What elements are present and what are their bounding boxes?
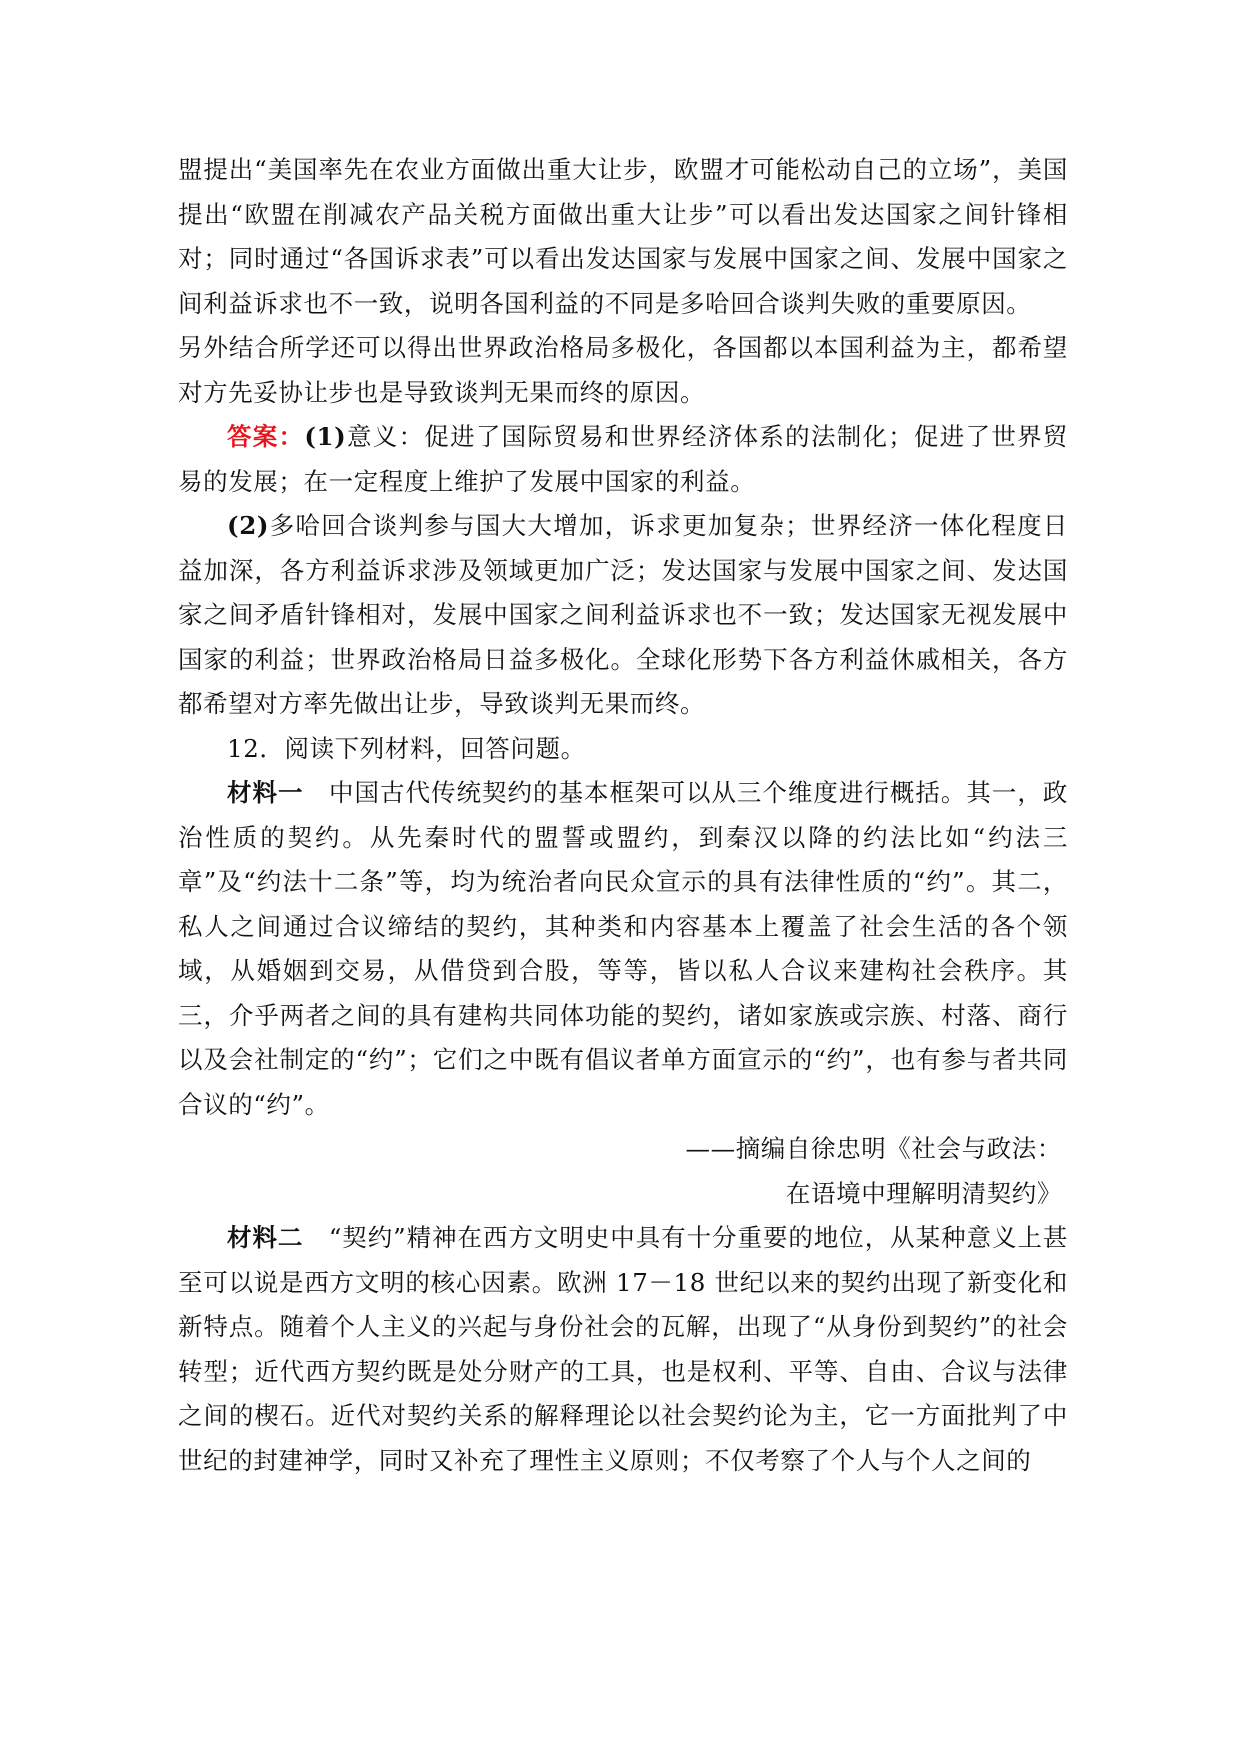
material-2-text: “契约”精神在西方文明史中具有十分重要的地位，从某种意义上甚至可以说是西方文明的核心因素。欧洲 17－18 世纪以来的契约出现了新变化和新特点。随着个人主义的兴起与身份社会的瓦解，出现了“从身份到契约”的社会转型；近代西方契约既是处分财产的工具，也是权利、平等、自由、合议与法律之间的楔石。近代对契约关系的解释理论以社会契约论为主，它一方面批判了中世纪的封建神学，同时又补充了理性主义原则；不仅考察了个人与个人之间的 [178,1223,1068,1475]
analysis-paragraph-2: 另外结合所学还可以得出世界政治格局多极化，各国都以本国利益为主，都希望对方先妥协让步也是导致谈判无果而终的原因。 [178,333,1068,407]
material-1-label: 材料一 [227,778,304,807]
material-2-paragraph [178,1216,1068,1483]
analysis-paragraph-1: 盟提出“美国率先在农业方面做出重大让步，欧盟才可能松动自己的立场”，美国提出“欧盟在削减农产品关税方面做出重大让步”可以看出发达国家之间针锋相对；同时通过“各国诉求表”可以看出发达国家与发展中国家之间、发展中国家之间利益诉求也不一致，说明各国利益的不同是多哈回合谈判失败的重要原因。 [178,155,1068,318]
material-2-label: 材料二 [227,1223,304,1252]
answer-paragraph-2 [178,504,1068,727]
answer-paragraph-1 [178,415,1068,504]
answer-part1-text: 意义：促进了国际贸易和世界经济体系的法制化；促进了世界贸易的发展；在一定程度上维护了发展中国家的利益。 [178,422,1068,496]
material-1-source-line-2: 在语境中理解明清契约》 [785,1178,1062,1208]
question-number: 12． [227,733,285,763]
answer-part2-text: 多哈回合谈判参与国大大增加，诉求更加复杂；世界经济一体化程度日益加深，各方利益诉求涉及领域更加广泛；发达国家与发展中国家之间、发达国家之间矛盾针锋相对，发展中国家之间利益诉求也不一致；发达国家无视发展中国家的利益；世界政治格局日益多极化。全球化形势下各方利益休戚相关，各方都希望对方率先做出让步，导致谈判无果而终。 [178,511,1068,718]
answer-part1-number: (1) [304,422,347,451]
answer-label: 答案： [227,422,305,451]
question-12 [178,727,1068,772]
document-page [178,148,1068,1483]
material-1-paragraph [178,771,1068,1127]
answer-part2-number: (2) [227,511,270,540]
question-prompt: 阅读下列材料，回答问题。 [284,733,586,763]
material-1-source-line-1: ——摘编自徐忠明《社会与政法： [685,1134,1062,1163]
material-1-text: 中国古代传统契约的基本框架可以从三个维度进行概括。其一，政治性质的契约。从先秦时代的盟誓或盟约，到秦汉以降的约法比如“约法三章”及“约法十二条”等，均为统治者向民众宣示的具有法律性质的“约”。其二，私人之间通过合议缔结的契约，其种类和内容基本上覆盖了社会生活的各个领域，从婚姻到交易，从借贷到合股，等等，皆以私人合议来建构社会秩序。其三，介乎两者之间的具有建构共同体功能的契约，诸如家族或宗族、村落、商行以及会社制定的“约”；它们之中既有倡议者单方面宣示的“约”，也有参与者共同合议的“约”。 [178,778,1068,1119]
